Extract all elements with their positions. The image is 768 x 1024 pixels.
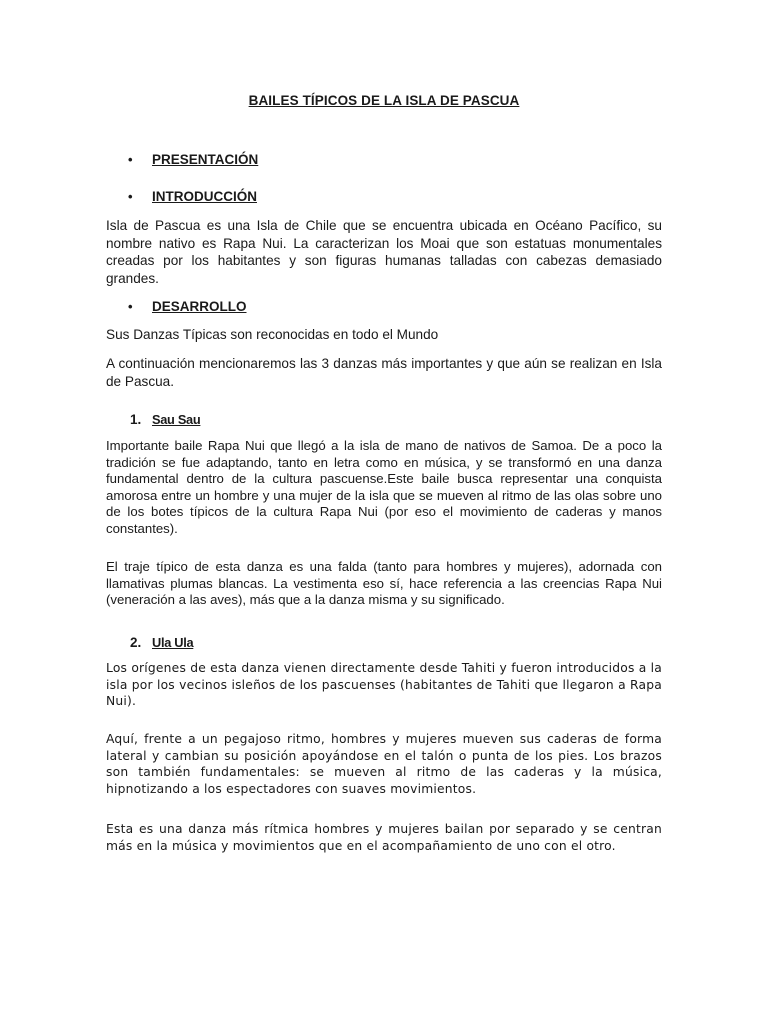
dance-number: 2. (130, 635, 142, 650)
section-presentacion (128, 152, 258, 167)
section-label: PRESENTACIÓN (152, 152, 259, 167)
section-introduccion (128, 189, 257, 204)
bullet-icon: • (128, 299, 133, 314)
dance-2-paragraph-2: Aquí, frente a un pegajoso ritmo, hombres y mujeres mueven sus caderas de forma lateral y cambian su posición apoyándose en el talón o punta de los pies. Los brazos son también fundamentales: se mueven al ritmo de las caderas y la música, hipnotizando a los espectadores con suaves movimientos. (106, 732, 662, 796)
section-desarrollo (128, 299, 247, 314)
dance-heading-2 (130, 635, 193, 650)
intro-paragraph: Isla de Pascua es una Isla de Chile que se encuentra ubicada en Océano Pacífico, su nombre nativo es Rapa Nui. La caracterizan los Moai que son estatuas monumentales creadas por los habitantes y son figuras humanas talladas con cabezas demasiado grandes. (106, 218, 662, 286)
dance-heading-1 (130, 412, 200, 427)
dance-number: 1. (130, 412, 142, 427)
dance-name: Sau Sau (152, 412, 201, 427)
section-label: INTRODUCCIÓN (152, 189, 257, 204)
desarrollo-paragraph-1: Sus Danzas Típicas son reconocidas en todo el Mundo (106, 327, 439, 342)
bullet-icon: • (128, 189, 133, 204)
document-title: BAILES TÍPICOS DE LA ISLA DE PASCUA (248, 93, 520, 108)
desarrollo-paragraph-2: A continuación mencionaremos las 3 danzas más importantes y que aún se realizan en Isla de Pascua. (106, 356, 662, 389)
dance-2-paragraph-1: Los orígenes de esta danza vienen directamente desde Tahiti y fueron introducidos a la isla por los vecinos isleños de los pascuenses (habitantes de Tahiti que llegaron a Rapa Nui). (106, 661, 662, 709)
dance-1-paragraph-2: El traje típico de esta danza es una falda (tanto para hombres y mujeres), adornada con llamativas plumas blancas. La vestimenta eso sí, hace referencia a las creencias Rapa Nui (veneración a las aves), más que a la danza misma y su significado. (106, 559, 662, 607)
dance-2-paragraph-3: Esta es una danza más rítmica hombres y mujeres bailan por separado y se centran más en la música y movimientos que en el acompañamiento de uno con el otro. (106, 822, 662, 853)
section-label: DESARROLLO (152, 299, 247, 314)
bullet-icon: • (128, 152, 133, 167)
dance-name: Ula Ula (152, 635, 194, 650)
dance-1-paragraph-1: Importante baile Rapa Nui que llegó a la isla de mano de nativos de Samoa. De a poco la tradición se fue adaptando, tanto en letra como en música, y se transformó en una danza fundamental dentro de la cultura pascuense.Este baile busca representar una conquista amorosa entre un hombre y una mujer de la isla que se mueven al ritmo de las olas sobre uno de los botes típicos de la cultura Rapa Nui (por eso el movimiento de caderas y manos constantes). (106, 438, 662, 536)
